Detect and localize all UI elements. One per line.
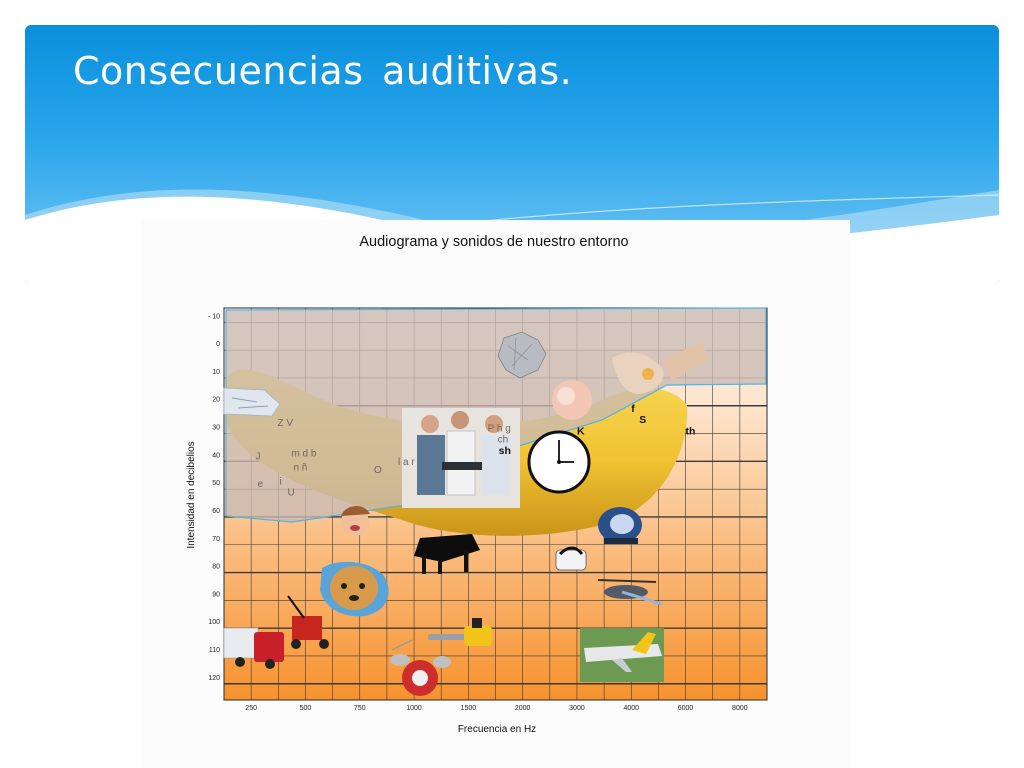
x-tick-label: 750 xyxy=(353,705,366,712)
slide-title: Consecuencias auditivas. xyxy=(73,49,573,93)
phoneme-label: O xyxy=(374,465,382,477)
phoneme-label: U xyxy=(287,487,295,499)
y-tick-label: 120 xyxy=(208,674,220,682)
audiogram-chart xyxy=(142,220,850,768)
phoneme-label: J xyxy=(255,451,261,463)
y-tick-label: 50 xyxy=(212,480,220,488)
y-tick-label: 20 xyxy=(212,396,220,404)
x-tick-label: 2000 xyxy=(514,705,531,712)
y-axis-title: Intensidad en decibelios xyxy=(186,441,197,549)
phoneme-label: P h g xyxy=(487,423,511,435)
x-tick-label: 3000 xyxy=(569,705,585,712)
phoneme-label: n ñ xyxy=(293,462,308,474)
phoneme-label: S xyxy=(639,414,647,427)
y-tick-label: 100 xyxy=(208,619,220,627)
x-tick-label: 4000 xyxy=(623,705,640,712)
phoneme-label: ch xyxy=(497,434,509,446)
y-tick-label: 40 xyxy=(212,452,220,460)
x-tick-label: 6000 xyxy=(677,705,694,712)
phoneme-label: sh xyxy=(498,444,511,457)
phoneme-label: m d b xyxy=(291,448,317,460)
x-tick-label: 1500 xyxy=(460,705,477,712)
vacuum-cleaner-icon xyxy=(598,507,642,544)
telephone-icon xyxy=(556,548,586,570)
y-tick-label: 60 xyxy=(212,507,220,515)
x-tick-labels xyxy=(245,705,747,712)
whisper-icon xyxy=(552,380,592,420)
phoneme-label: Z V xyxy=(277,417,294,429)
x-tick-label: 8000 xyxy=(732,705,748,712)
phoneme-label: K xyxy=(576,425,585,438)
y-tick-label: - 10 xyxy=(207,313,220,321)
clock-icon xyxy=(529,432,589,492)
y-tick-label: 10 xyxy=(212,368,220,376)
audiogram-svg xyxy=(142,220,850,768)
x-tick-label: 500 xyxy=(299,705,312,712)
y-tick-label: 80 xyxy=(212,563,220,571)
airplane-icon xyxy=(580,628,664,682)
y-tick-label: 0 xyxy=(216,341,220,349)
phoneme-label: l a r xyxy=(398,456,415,468)
y-tick-label: 70 xyxy=(212,535,220,543)
chart-title: Audiograma y sonidos de nuestro entorno xyxy=(359,234,629,250)
y-tick-label: 110 xyxy=(208,646,220,654)
y-tick-labels xyxy=(208,313,220,681)
phoneme-label: th xyxy=(685,425,696,438)
phoneme-label: i xyxy=(279,476,282,488)
phoneme-label: f xyxy=(631,403,635,416)
y-tick-label: 30 xyxy=(212,424,220,432)
phoneme-label: e xyxy=(257,479,264,491)
y-tick-label: 90 xyxy=(212,591,220,599)
x-tick-label: 250 xyxy=(245,705,257,712)
x-tick-label: 1000 xyxy=(406,705,422,712)
x-axis-title: Frecuencia en Hz xyxy=(457,724,537,735)
